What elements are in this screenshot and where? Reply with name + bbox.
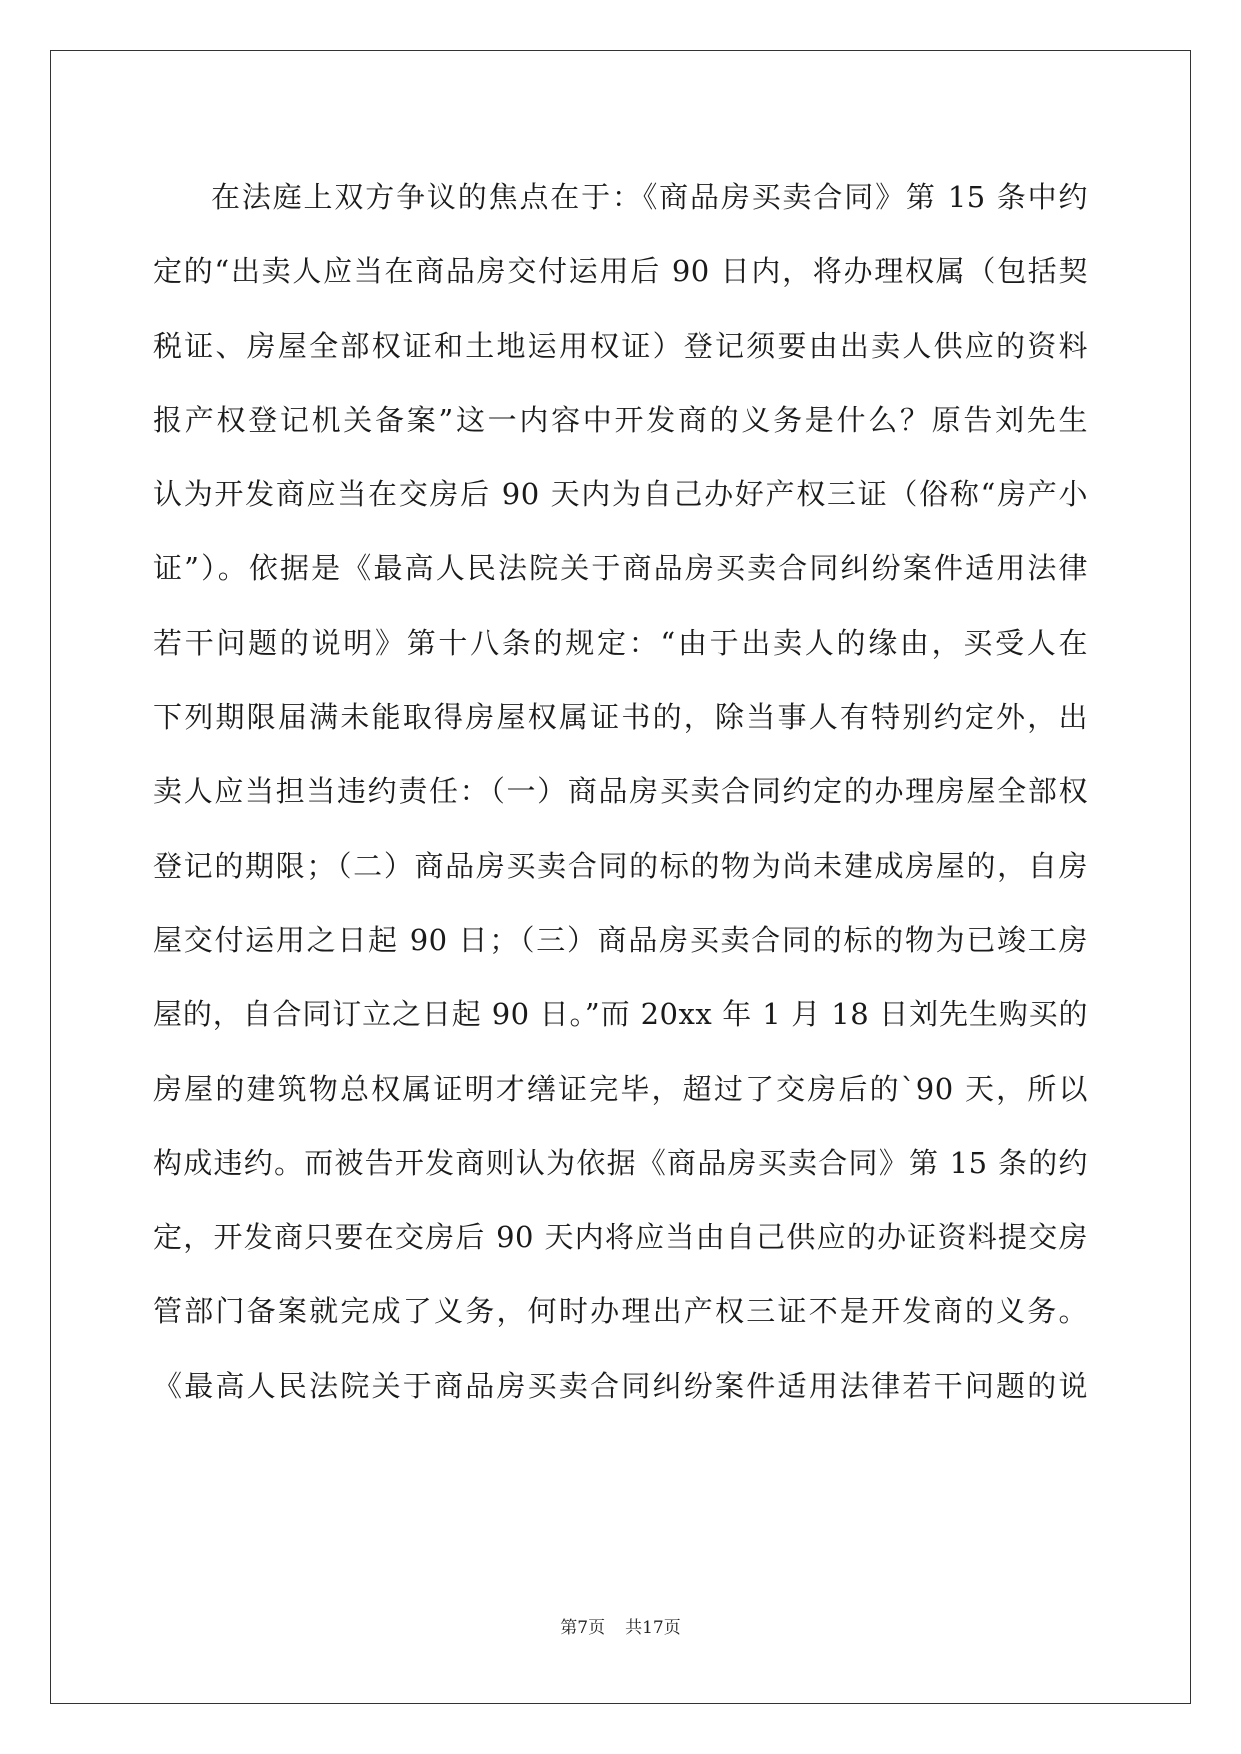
paragraph-line: 认为开发商应当在交房后 90 天内为自己办好产权三证（俗称“房产小 [153,477,1088,512]
paragraph-line: 屋交付运用之日起 90 日；（三）商品房买卖合同的标的物为已竣工房 [153,922,1088,957]
page-footer [0,1616,1241,1640]
paragraph-line: 房屋的建筑物总权属证明才缮证完毕，超过了交房后的`90 天，所以 [153,1071,1088,1106]
page-number-total: 共17页 [625,1618,681,1638]
paragraph-line: 下列期限届满未能取得房屋权属证书的，除当事人有特别约定外，出 [153,700,1088,735]
paragraph-line: 登记的期限；（二）商品房买卖合同的标的物为尚未建成房屋的，自房 [153,848,1088,883]
paragraph-line: 定，开发商只要在交房后 90 天内将应当由自己供应的办证资料提交房 [153,1220,1088,1255]
paragraph-line: 定的“出卖人应当在商品房交付运用后 90 日内，将办理权属（包括契 [153,254,1088,289]
document-body [153,160,1088,1423]
paragraph-line: 税证、房屋全部权证和土地运用权证）登记须要由出卖人供应的资料 [153,328,1088,363]
paragraph-line: 管部门备案就完成了义务，何时办理出产权三证不是开发商的义务。 [153,1294,1088,1329]
paragraph-line: 若干问题的说明》第十八条的规定：“由于出卖人的缘由，买受人在 [153,625,1088,660]
paragraph-line: 构成违约。而被告开发商则认为依据《商品房买卖合同》第 15 条的约 [153,1145,1088,1180]
paragraph-line: 屋的，自合同订立之日起 90 日。”而 20xx 年 1 月 18 日刘先生购买的 [153,997,1088,1032]
paragraph-line: 报产权登记机关备案”这一内容中开发商的义务是什么？原告刘先生 [153,402,1088,437]
paragraph-line: 《最高人民法院关于商品房买卖合同纠纷案件适用法律若干问题的说 [153,1368,1088,1403]
page-number-current: 第7页 [560,1618,606,1638]
paragraph-line: 证”）。依据是《最高人民法院关于商品房买卖合同纠纷案件适用法律 [153,551,1088,586]
paragraph-line: 卖人应当担当违约责任：（一）商品房买卖合同约定的办理房屋全部权 [153,774,1088,809]
paragraph-line: 在法庭上双方争议的焦点在于：《商品房买卖合同》第 15 条中约 [211,180,1088,214]
